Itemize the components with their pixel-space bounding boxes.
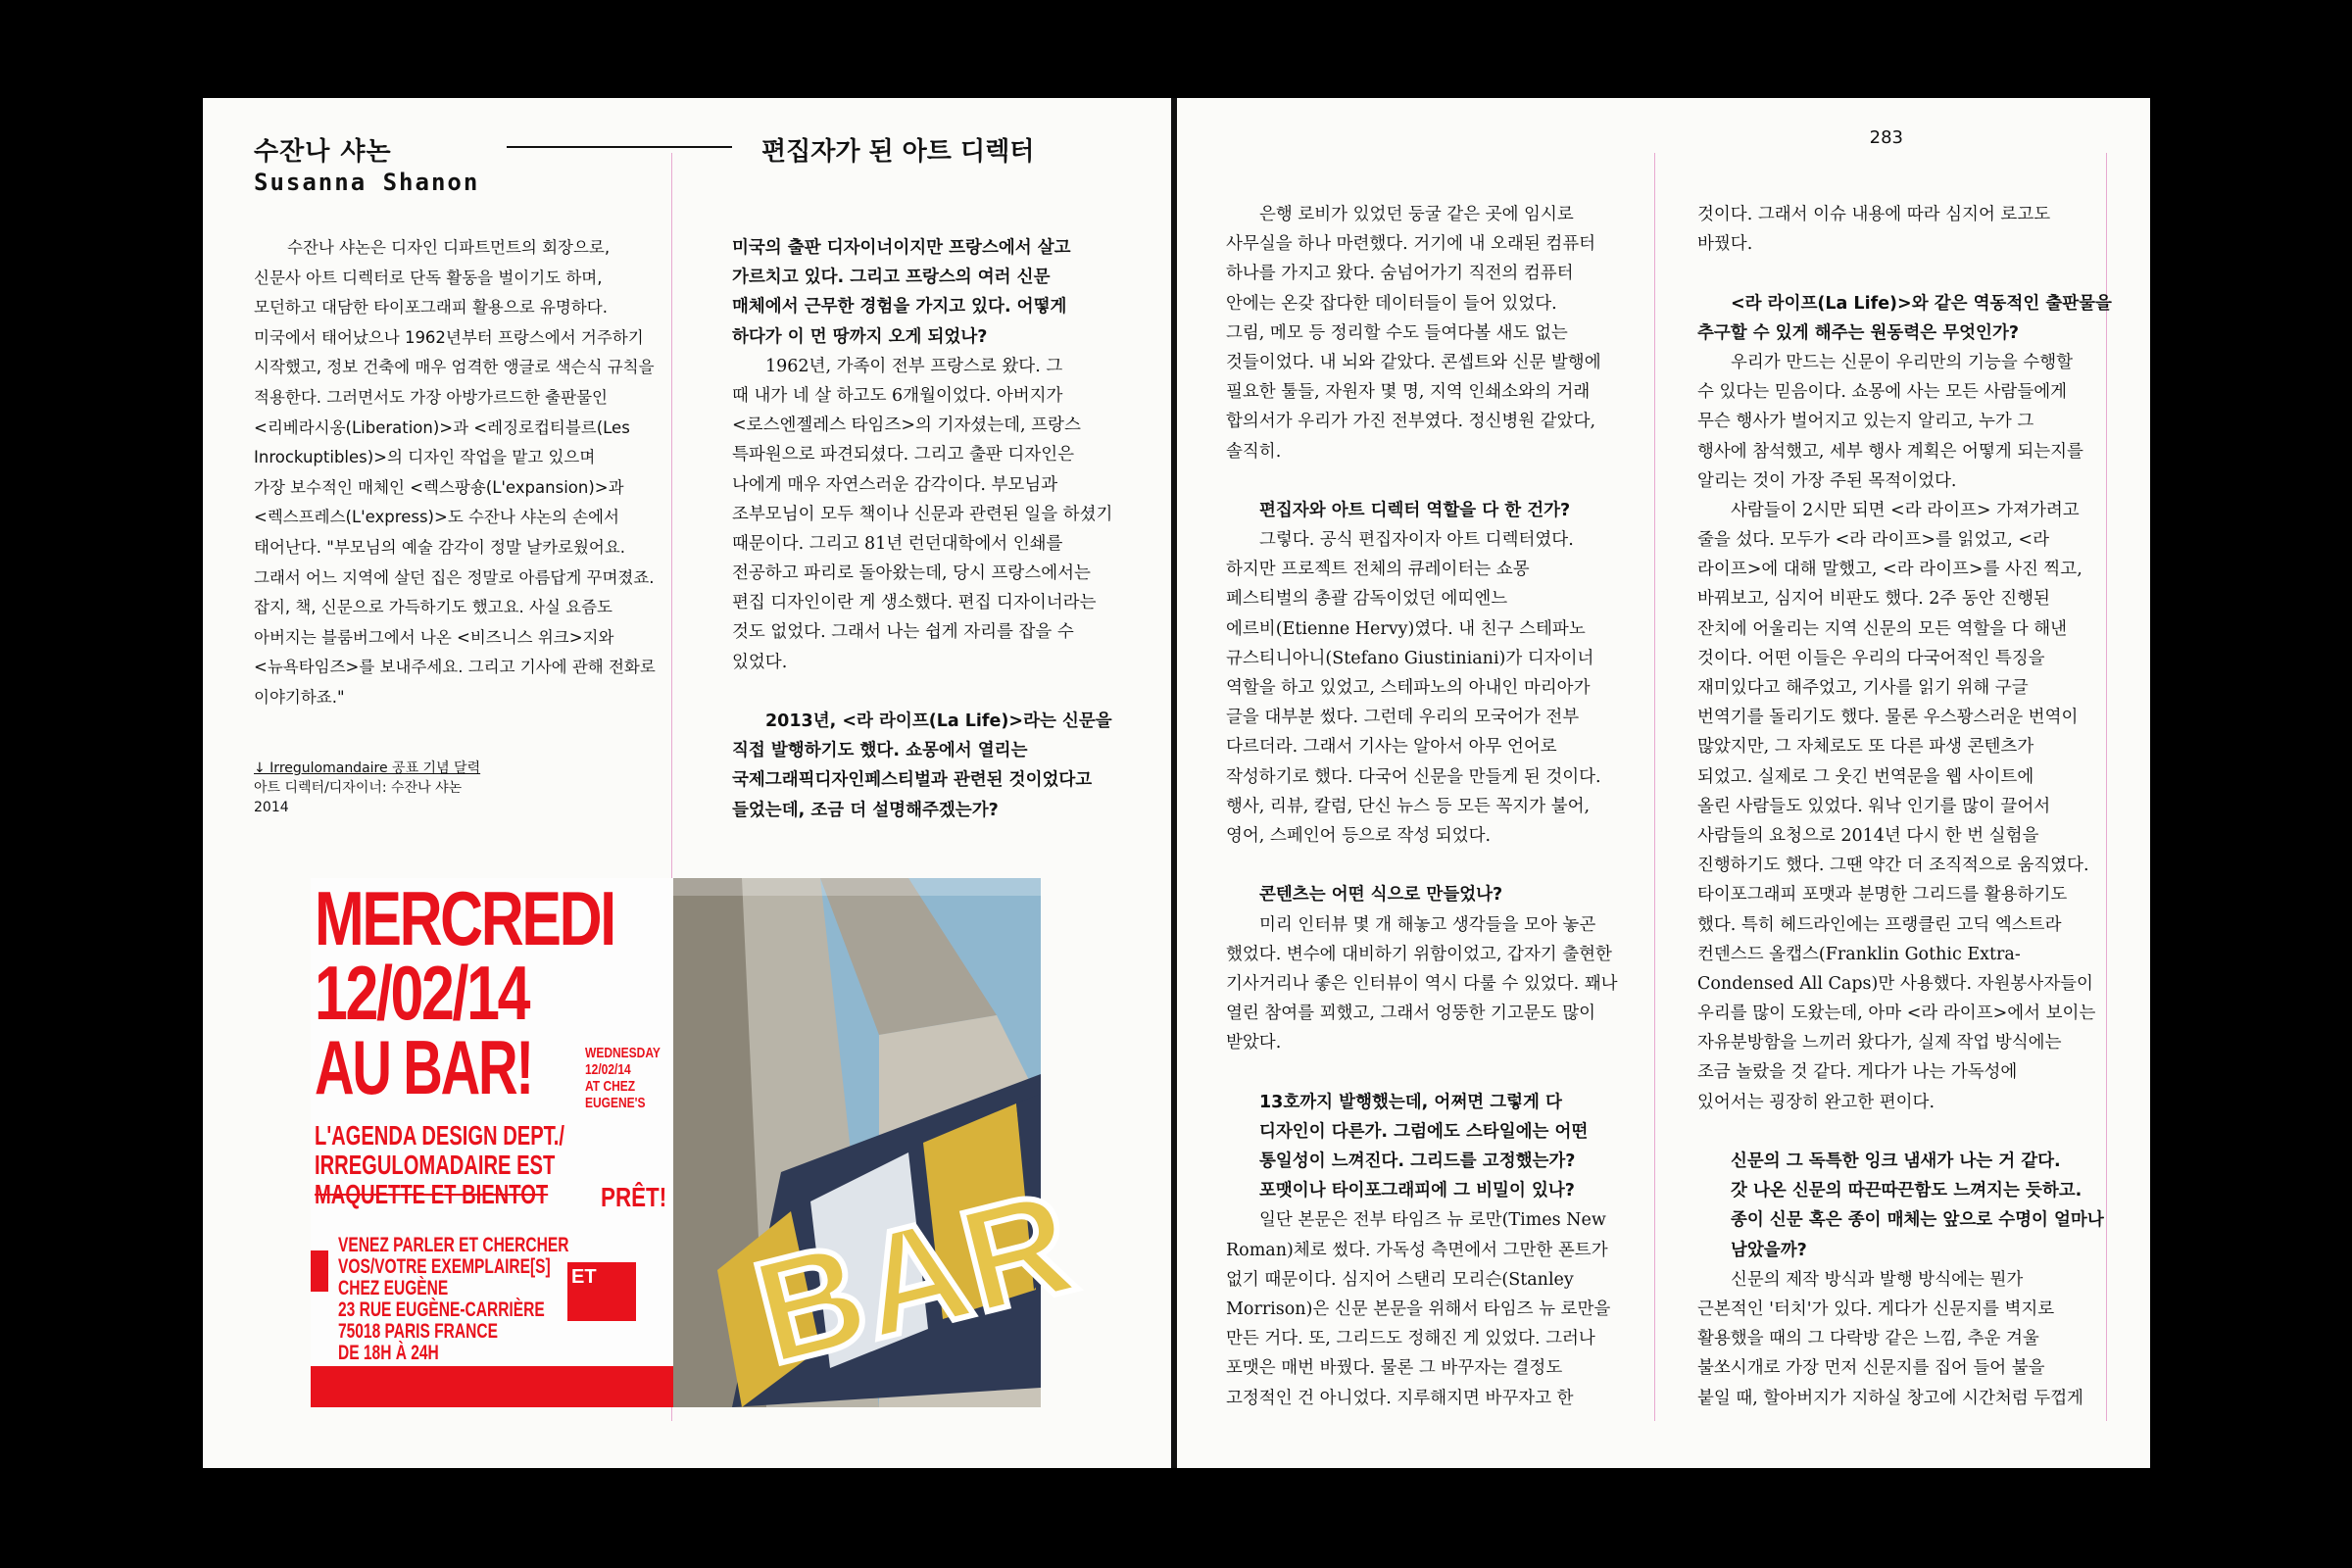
- intro-line: 잡지, 책, 신문으로 가득하기도 했고요. 사실 요즘도: [254, 598, 612, 617]
- answer-line: 때 내가 네 살 하고도 6개월이었다. 아버지가: [732, 385, 1063, 406]
- text-line: 추구할 수 있게 해주는 원동력은 무엇인가?: [1697, 322, 2019, 343]
- intro-line: <리베라시옹(Liberation)>과 <레징로컵티블르(Les: [254, 417, 630, 437]
- text-line: 것이다. 어떤 이들은 우리의 다국어적인 특징을: [1697, 648, 2045, 668]
- question-line: 국제그래픽디자인페스티벌과 관련된 것이었다고: [732, 770, 1093, 791]
- text-line: 일단 본문은 전부 타임즈 뉴 로만(Times New: [1259, 1210, 1606, 1231]
- poster-logo-text: ET: [571, 1266, 597, 1288]
- poster-sub-line: IRREGULOMADAIRE EST: [315, 1150, 556, 1180]
- intro-line: <렉스프레스(L'express)>도 수잔나 샤논의 손에서: [254, 508, 619, 527]
- text-line: 없기 때문이다. 심지어 스탠리 모리슨(Stanley: [1226, 1269, 1574, 1290]
- article-title: 편집자가 된 아트 디렉터: [761, 137, 1035, 167]
- text-line: 하나를 가지고 왔다. 숨넘어가기 직전의 컴퓨터: [1226, 264, 1574, 284]
- intro-line: <뉴욕타임즈>를 보내주세요. 그리고 기사에 관해 전화로: [254, 658, 656, 677]
- poster-side-line: EUGENE'S: [585, 1095, 646, 1111]
- paragraph-gap: [732, 677, 1112, 707]
- text-line: Morrison)은 신문 본문을 위해서 타임즈 뉴 로만을: [1226, 1298, 1611, 1319]
- text-line: 13호까지 발행했는데, 어쩌면 그렇게 다: [1259, 1092, 1562, 1112]
- poster-image: [311, 875, 683, 1407]
- text-line: 바꿔보고, 심지어 비판도 했다. 2주 동안 진행된: [1697, 589, 2050, 610]
- caption-title: ↓ Irregulomandaire 공표 기념 달력: [254, 760, 481, 776]
- answer-line: 것도 없었다. 그래서 나는 쉽게 자리를 잡을 수: [732, 622, 1074, 643]
- text-line: 신문의 제작 방식과 발행 방식에는 뭔가: [1731, 1269, 2024, 1290]
- intro-line: 아버지는 블룸버그에서 나온 <비즈니스 위크>지와: [254, 627, 614, 647]
- text-line: 남았을까?: [1731, 1240, 1807, 1260]
- answer-line: 있었다.: [732, 652, 788, 672]
- text-line: 줄을 섰다. 모두가 <라 라이프>를 읽었고, <라: [1697, 530, 2049, 551]
- poster-day: MERCREDI: [315, 875, 614, 961]
- text-line: 조금 놀랐을 것 같다. 게다가 나는 가독성에: [1697, 1062, 2018, 1083]
- text-line: 컨덴스드 올캡스(Franklin Gothic Extra-: [1697, 944, 2021, 964]
- text-line: 진행하기도 했다. 그땐 약간 더 조직적으로 움직였다.: [1697, 856, 2089, 876]
- text-line: 만든 거다. 또, 그리드도 정해진 게 있었다. 그러나: [1226, 1329, 1595, 1349]
- text-line: 재미있다고 해주었고, 기사를 읽기 위해 구글: [1697, 678, 2029, 698]
- poster-ready: PRÊT!: [601, 1182, 667, 1212]
- intro-line: 태어난다. "부모님의 예술 감각이 정말 날카로웠어요.: [254, 537, 626, 557]
- paragraph-gap: [1226, 851, 1618, 880]
- text-line: 사람들의 요청으로 2014년 다시 한 번 실험을: [1697, 825, 2039, 846]
- poster-sub-line: MAQUETTE ET BIENTOT: [315, 1179, 549, 1209]
- text-line: 포맷이나 타이포그래피에 그 비밀이 있나?: [1259, 1181, 1575, 1201]
- interview-column-right-1: [1226, 200, 1618, 1413]
- answer-line: 특파원으로 파견되셨다. 그리고 출판 디자인은: [732, 445, 1075, 466]
- text-line: 불쏘시개로 가장 먼저 신문지를 집어 들어 불을: [1697, 1358, 2045, 1379]
- text-line: 은행 로비가 있었던 둥굴 같은 곳에 임시로: [1259, 205, 1574, 224]
- answer-line: 편집 디자인이란 게 생소했다. 편집 디자이너라는: [732, 593, 1097, 613]
- text-line: 솔직히.: [1226, 441, 1282, 462]
- paragraph-gap: [1226, 1057, 1618, 1087]
- poster-detail-line: 75018 PARIS FRANCE: [338, 1320, 498, 1343]
- text-line: 종이 신문 혹은 종이 매체는 앞으로 수명이 얼마나: [1731, 1210, 2104, 1231]
- text-line: 역할을 하고 있었고, 스테파노의 아내인 마리아가: [1226, 678, 1591, 698]
- text-line: 있어서는 굉장히 완고한 편이다.: [1697, 1092, 1936, 1112]
- intro-line: 적용한다. 그러면서도 가장 아방가르드한 출판물인: [254, 387, 608, 407]
- text-line: 것들이었다. 내 뇌와 같았다. 콘셉트와 신문 발행에: [1226, 352, 1601, 372]
- text-line: 규스티니아니(Stefano Giustiniani)가 디자이너: [1226, 648, 1594, 668]
- text-line: 갓 나온 신문의 따끈따끈함도 느껴지는 듯하고.: [1731, 1181, 2082, 1201]
- text-line: 디자인이 다른가. 그럼에도 스타일에는 어떤: [1259, 1121, 1589, 1142]
- paragraph-gap: [1697, 259, 2112, 288]
- caption-year: 2014: [254, 800, 289, 815]
- text-line: 수 있다는 믿음이다. 쇼몽에 사는 모든 사람들에게: [1697, 382, 2068, 403]
- intro-line: 모던하고 대담한 타이포그래피 활용으로 유명하다.: [254, 298, 608, 318]
- author-name-english: Susanna Shanon: [254, 169, 480, 196]
- intro-line: 신문사 아트 디렉터로 단독 활동을 벌이기도 하며,: [254, 268, 603, 287]
- bar-photo-illustration: [673, 878, 1089, 1407]
- poster-logo-block: [567, 1262, 636, 1321]
- text-line: Condensed All Caps)만 사용했다. 자원봉사자들이: [1697, 973, 2093, 994]
- poster-headline: AU BAR!: [315, 1024, 532, 1110]
- answer-line: 조부모님이 모두 책이나 신문과 관련된 일을 하셨기: [732, 504, 1113, 524]
- text-line: 페스티벌의 총괄 감독이었던 에띠엔느: [1226, 589, 1508, 610]
- text-line: 잔치에 어울리는 지역 신문의 모든 역할을 다 해낸: [1697, 618, 2068, 639]
- text-line: 다르더라. 그래서 기사는 알아서 아무 언어로: [1226, 737, 1557, 758]
- intro-line: 수잔나 샤논은 디자인 디파트먼트의 회장으로,: [287, 238, 611, 257]
- intro-line: 이야기하죠.": [254, 687, 345, 707]
- poster-side-line: AT CHEZ: [585, 1078, 636, 1095]
- text-line: 통일성이 느껴진다. 그리드를 고정했는가?: [1259, 1152, 1576, 1171]
- intro-paragraph: [254, 233, 656, 713]
- question-line: 2013년, <라 라이프(La Life)>라는 신문을: [765, 711, 1112, 731]
- text-line: 신문의 그 독특한 잉크 냄새가 나는 거 같다.: [1731, 1152, 2061, 1171]
- sign-letters: BAR: [739, 1158, 1089, 1396]
- poster-english-date: [585, 1045, 661, 1111]
- text-line: 하다가 이 먼 땅까지 오게 되었나?: [732, 326, 988, 347]
- page-number: 283: [1869, 127, 1903, 148]
- text-line: 되었고. 실제로 그 웃긴 번역문을 웹 사이트에: [1697, 766, 2034, 787]
- text-line: 했었다. 변수에 대비하기 위함이었고, 갑자기 출현한: [1226, 944, 1612, 964]
- text-line: 활용했을 때의 그 다락방 같은 느낌, 추운 겨울: [1697, 1329, 2039, 1349]
- text-line: 편집자와 아트 디렉터 역할을 다 한 건가?: [1259, 500, 1571, 520]
- poster-detail-line: DE 18H À 24H: [338, 1342, 439, 1364]
- text-line: 포맷은 매번 바꿨다. 물론 그 바꾸자는 결정도: [1226, 1358, 1563, 1379]
- bar-sign-photo: [673, 878, 1089, 1407]
- answer-line: <로스엔젤레스 타임즈>의 기자셨는데, 프랑스: [732, 416, 1081, 436]
- text-line: 콘텐츠는 어떤 식으로 만들었나?: [1259, 885, 1503, 906]
- poster-detail-line: VENEZ PARLER ET CHERCHER: [338, 1234, 569, 1256]
- poster-side-line: 12/02/14: [585, 1061, 631, 1078]
- text-line: 우리를 많이 도왔는데, 아마 <라 라이프>에서 보이는: [1697, 1004, 2096, 1024]
- left-page: [203, 98, 1171, 1468]
- text-line: 그렇다. 공식 편집자이자 아트 디렉터였다.: [1259, 530, 1574, 551]
- text-line: 작성하기로 했다. 다국어 신문을 만들게 된 것이다.: [1226, 766, 1601, 787]
- answer-line: 1962년, 가족이 전부 프랑스로 왔다. 그: [765, 356, 1063, 376]
- poster-date: 12/02/14: [315, 950, 529, 1036]
- text-line: 그림, 메모 등 정리할 수도 들여다볼 새도 없는: [1226, 322, 1568, 343]
- text-line: 바꿨다.: [1697, 234, 1753, 255]
- right-page: [1177, 98, 2150, 1468]
- header-rule: [507, 146, 732, 148]
- text-line: 행사, 리뷰, 칼럼, 단신 뉴스 등 모든 꼭지가 불어,: [1226, 796, 1591, 816]
- question-line: 들었는데, 조금 더 설명해주겠는가?: [732, 800, 999, 820]
- text-line: 사람들이 2시만 되면 <라 라이프> 가져가려고: [1731, 500, 2080, 520]
- text-line: 무슨 행사가 벌어지고 있는지 알리고, 누가 그: [1697, 412, 2034, 432]
- interview-column-right-2: [1697, 200, 2112, 1413]
- text-line: 자유분방함을 느끼러 왔다가, 실제 작업 방식에는: [1697, 1033, 2062, 1054]
- text-line: 붙일 때, 할아버지가 지하실 창고에 시간처럼 두껍게: [1697, 1388, 2083, 1408]
- column-guide-line: [1654, 153, 1655, 1421]
- poster-subhead: [315, 1121, 564, 1209]
- text-line: 번역기를 돌리기도 했다. 물론 우스꽝스러운 번역이: [1697, 708, 2079, 728]
- text-line: 글을 대부분 썼다. 그런데 우리의 모국어가 전부: [1226, 708, 1580, 728]
- text-line: 미국의 출판 디자이너이지만 프랑스에서 살고: [732, 238, 1071, 258]
- text-line: Roman)체로 썼다. 가독성 측면에서 그만한 폰트가: [1226, 1240, 1608, 1260]
- poster-bottom-bar: [311, 1366, 683, 1407]
- text-line: 올린 사람들도 있었다. 워낙 인기를 많이 끌어서: [1697, 796, 2051, 816]
- answer-line: 때문이다. 그리고 81년 런던대학에서 인쇄를: [732, 533, 1063, 554]
- intro-line: 그래서 어느 지역에 살던 집은 정말로 아름답게 꾸며졌죠.: [254, 567, 655, 587]
- poster-detail-line: CHEZ EUGÈNE: [338, 1277, 449, 1299]
- poster-sub-line: L'AGENDA DESIGN DEPT./: [315, 1120, 564, 1151]
- answer-line: 전공하고 파리로 돌아왔는데, 당시 프랑스에서는: [732, 564, 1091, 584]
- image-caption: [254, 759, 480, 817]
- text-line: 안에는 온갖 잡다한 데이터들이 들어 있었다.: [1226, 293, 1557, 314]
- poster-detail-line: VOS/VOTRE EXEMPLAIRE[S]: [338, 1255, 551, 1278]
- text-line: 타이포그래피 포맷과 분명한 그리드를 활용하기도: [1697, 885, 2068, 906]
- intro-line: 미국에서 태어났으나 1962년부터 프랑스에서 거주하기: [254, 327, 644, 347]
- intro-line: Inrockuptibles)>의 디자인 작업을 맡고 있으며: [254, 448, 596, 467]
- text-line: 많았지만, 그 자체로도 또 다른 파생 콘텐츠가: [1697, 737, 2034, 758]
- intro-line: 시작했고, 정보 건축에 매우 엄격한 앵글로 색슨식 규칙을: [254, 358, 655, 377]
- text-line: 받았다.: [1226, 1033, 1282, 1054]
- text-line: 매체에서 근무한 경험을 가지고 있다. 어떻게: [732, 297, 1067, 318]
- text-line: 라이프>에 대해 말했고, <라 라이프>를 사진 찍고,: [1697, 560, 2082, 580]
- caption-credit: 아트 디렉터/디자이너: 수잔나 샤논: [254, 780, 463, 796]
- text-line: 근본적인 '터치'가 있다. 게다가 신문지를 벽지로: [1697, 1298, 2055, 1319]
- intro-line: 가장 보수적인 매체인 <렉스팡숑(L'expansion)>과: [254, 477, 624, 497]
- text-line: 합의서가 우리가 가진 전부였다. 정신병원 같았다,: [1226, 412, 1596, 432]
- text-line: 필요한 툴들, 자원자 몇 명, 지역 인쇄소와의 거래: [1226, 382, 1591, 403]
- text-line: 가르치고 있다. 그리고 프랑스의 여러 신문: [732, 268, 1051, 288]
- text-line: 하지만 프로젝트 전체의 큐레이터는 쇼몽: [1226, 560, 1530, 580]
- paragraph-gap: [1697, 1117, 2112, 1147]
- text-line: 우리가 만드는 신문이 우리만의 기능을 수행할: [1731, 352, 2074, 372]
- poster-details: [338, 1235, 568, 1364]
- text-line: 알리는 것이 가장 주된 목적이었다.: [1697, 470, 1957, 491]
- text-line: 기사거리나 좋은 인터뷰이 역시 다룰 수 있었다. 꽤나: [1226, 973, 1618, 994]
- author-name-korean: 수잔나 샤논: [254, 137, 392, 167]
- text-line: 고정적인 건 아니었다. 지루해지면 바꾸자고 한: [1226, 1388, 1574, 1408]
- answer-line: 나에게 매우 자연스러운 감각이다. 부모님과: [732, 474, 1058, 495]
- text-line: 에르비(Etienne Hervy)였다. 내 친구 스테파노: [1226, 618, 1586, 639]
- poster-red-block: [311, 1250, 328, 1292]
- text-line: 미리 인터뷰 몇 개 해놓고 생각들을 모아 놓곤: [1259, 914, 1596, 935]
- text-line: 행사에 참석했고, 세부 행사 계획은 어떻게 되는지를: [1697, 441, 2083, 462]
- question-line: 직접 발행하기도 했다. 쇼몽에서 열리는: [732, 741, 1028, 761]
- text-line: <라 라이프(La Life)>와 같은 역동적인 출판물을: [1731, 293, 2112, 314]
- text-line: 열린 참여를 꾀했고, 그래서 엉뚱한 기고문도 많이: [1226, 1004, 1596, 1024]
- poster-side-line: WEDNESDAY: [585, 1045, 661, 1061]
- text-line: 영어, 스페인어 등으로 작성 되었다.: [1226, 825, 1492, 846]
- text-line: 사무실을 하나 마련했다. 거기에 내 오래된 컴퓨터: [1226, 234, 1596, 255]
- paragraph-gap: [1226, 466, 1618, 496]
- interview-column: [732, 233, 1112, 825]
- text-line: 했다. 특히 헤드라인에는 프랭클린 고딕 엑스트라: [1697, 914, 2062, 935]
- poster-detail-line: 23 RUE EUGÈNE-CARRIÈRE: [338, 1298, 545, 1321]
- text-line: 것이다. 그래서 이슈 내용에 따라 심지어 로고도: [1697, 205, 2051, 224]
